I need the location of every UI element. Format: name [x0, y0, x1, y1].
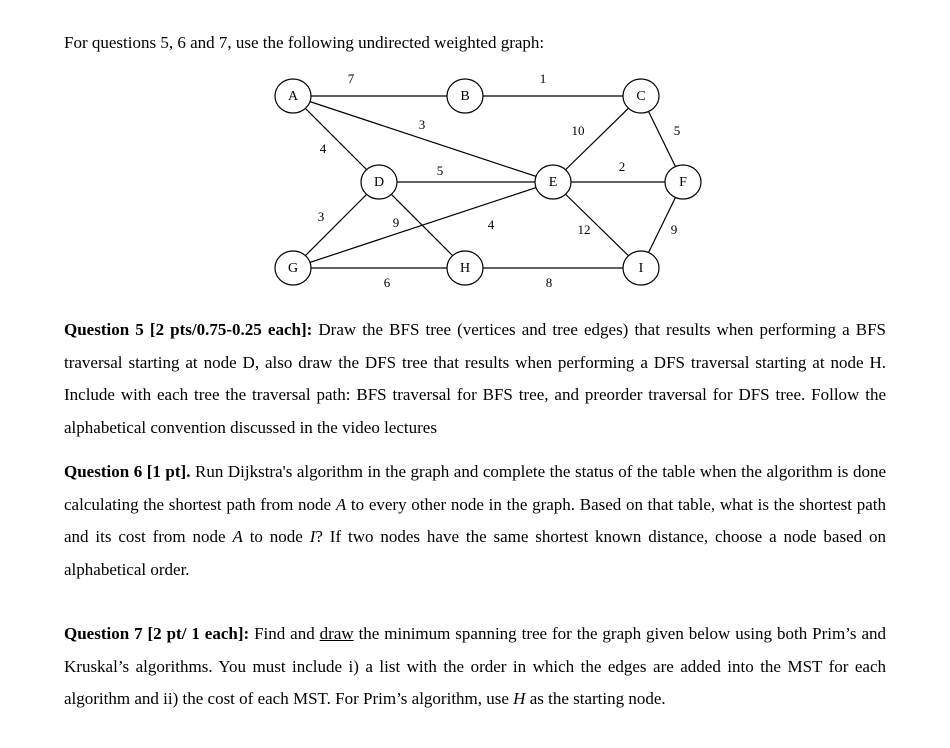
- edge-weight-c-e: 10: [571, 122, 585, 138]
- edge-weight-e-f: 2: [618, 158, 626, 174]
- node-g: [275, 251, 311, 285]
- node-label-g: G: [287, 261, 299, 277]
- question-7-title: Question 7 [2 pt/ 1 each]:: [64, 624, 250, 643]
- question-6-text-1: Run Dijkstra's algorithm in the graph and complete the status of the table when the algorithm is done calculating the shortest path from node: [64, 462, 886, 514]
- weighted-graph: [0, 0, 950, 310]
- node-f: [665, 165, 701, 199]
- question-5-title: Question 5 [2 pts/0.75-0.25 each]:: [64, 320, 313, 339]
- edge-weight-d-h: 9: [392, 214, 400, 230]
- node-a: [275, 79, 311, 113]
- question-7-text-1: Find and: [249, 624, 320, 643]
- question-6-text-4: ? If two nodes have the same shortest known distance, choose a node based on alphabetical order.: [64, 527, 886, 579]
- edge-e-g: [293, 182, 553, 268]
- node-label-e: E: [548, 175, 558, 191]
- node-e: [535, 165, 571, 199]
- edge-weight-g-h: 6: [383, 274, 391, 290]
- question-7-node-h: H: [513, 689, 526, 708]
- question-5-text: Draw the BFS tree (vertices and tree edges) that results when performing a BFS traversal starting at node D, also draw the DFS tree that results when performing a DFS traversal starting at node H. Include with each tree the traversal path: BFS traversal for BFS tree, and preorder traversal for DFS tree. Follow the alphabetical convention discussed in the video lectures: [64, 320, 886, 437]
- edge-weight-c-f: 5: [673, 122, 681, 138]
- question-7-text-2: the minimum spanning tree for the graph given below using both Prim’s and Kruskal’s algorithms. You must include i) a list with the order in which the edges are added into the MST for each algorithm and ii) the cost of each MST. For Prim’s algorithm, use: [64, 624, 886, 708]
- edge-a-d: [293, 96, 379, 182]
- edge-weight-h-i: 8: [545, 274, 553, 290]
- question-6-text-3: to node: [242, 527, 310, 546]
- node-label-h: H: [459, 261, 471, 277]
- edge-e-i: [553, 182, 641, 268]
- question-6: [64, 456, 886, 586]
- edge-weight-e-i: 12: [577, 221, 591, 237]
- edge-weight-b-c: 1: [539, 70, 547, 86]
- edge-weight-d-e: 5: [436, 162, 444, 178]
- node-label-i: I: [638, 261, 644, 277]
- node-label-d: D: [373, 175, 385, 191]
- question-6-node-a-2: A: [232, 527, 243, 546]
- node-label-b: B: [460, 89, 470, 105]
- question-7-underlined-word: draw: [319, 624, 354, 643]
- question-5: [64, 314, 886, 444]
- node-label-a: A: [287, 89, 299, 105]
- edge-weight-f-i: 9: [670, 221, 678, 237]
- edge-weight-a-d: 4: [319, 140, 327, 156]
- question-7: [64, 618, 886, 716]
- question-6-text-2: to every other node in the graph. Based on that table, what is the shortest path and its cost from node: [64, 494, 886, 546]
- edge-weight-a-e: 3: [418, 116, 426, 132]
- edge-a-e: [293, 96, 553, 182]
- node-label-c: C: [636, 89, 646, 105]
- node-i: [623, 251, 659, 285]
- node-h: [447, 251, 483, 285]
- node-c: [623, 79, 659, 113]
- question-7-text-3: as the starting node.: [525, 689, 666, 708]
- node-b: [447, 79, 483, 113]
- question-6-node-a: A: [335, 494, 347, 514]
- edge-c-e: [553, 96, 641, 182]
- edge-weight-a-b: 7: [347, 70, 355, 86]
- edge-weight-e-g: 4: [487, 216, 495, 232]
- edge-d-g: [293, 182, 379, 268]
- intro-text: For questions 5, 6 and 7, use the following undirected weighted graph:: [64, 33, 545, 52]
- graph-edges: [293, 96, 683, 268]
- edge-weight-d-g: 3: [317, 208, 325, 224]
- question-6-title: Question 6 [1 pt].: [64, 462, 191, 481]
- node-label-f: F: [679, 175, 687, 191]
- node-d: [361, 165, 397, 199]
- question-6-node-i: I: [309, 527, 316, 546]
